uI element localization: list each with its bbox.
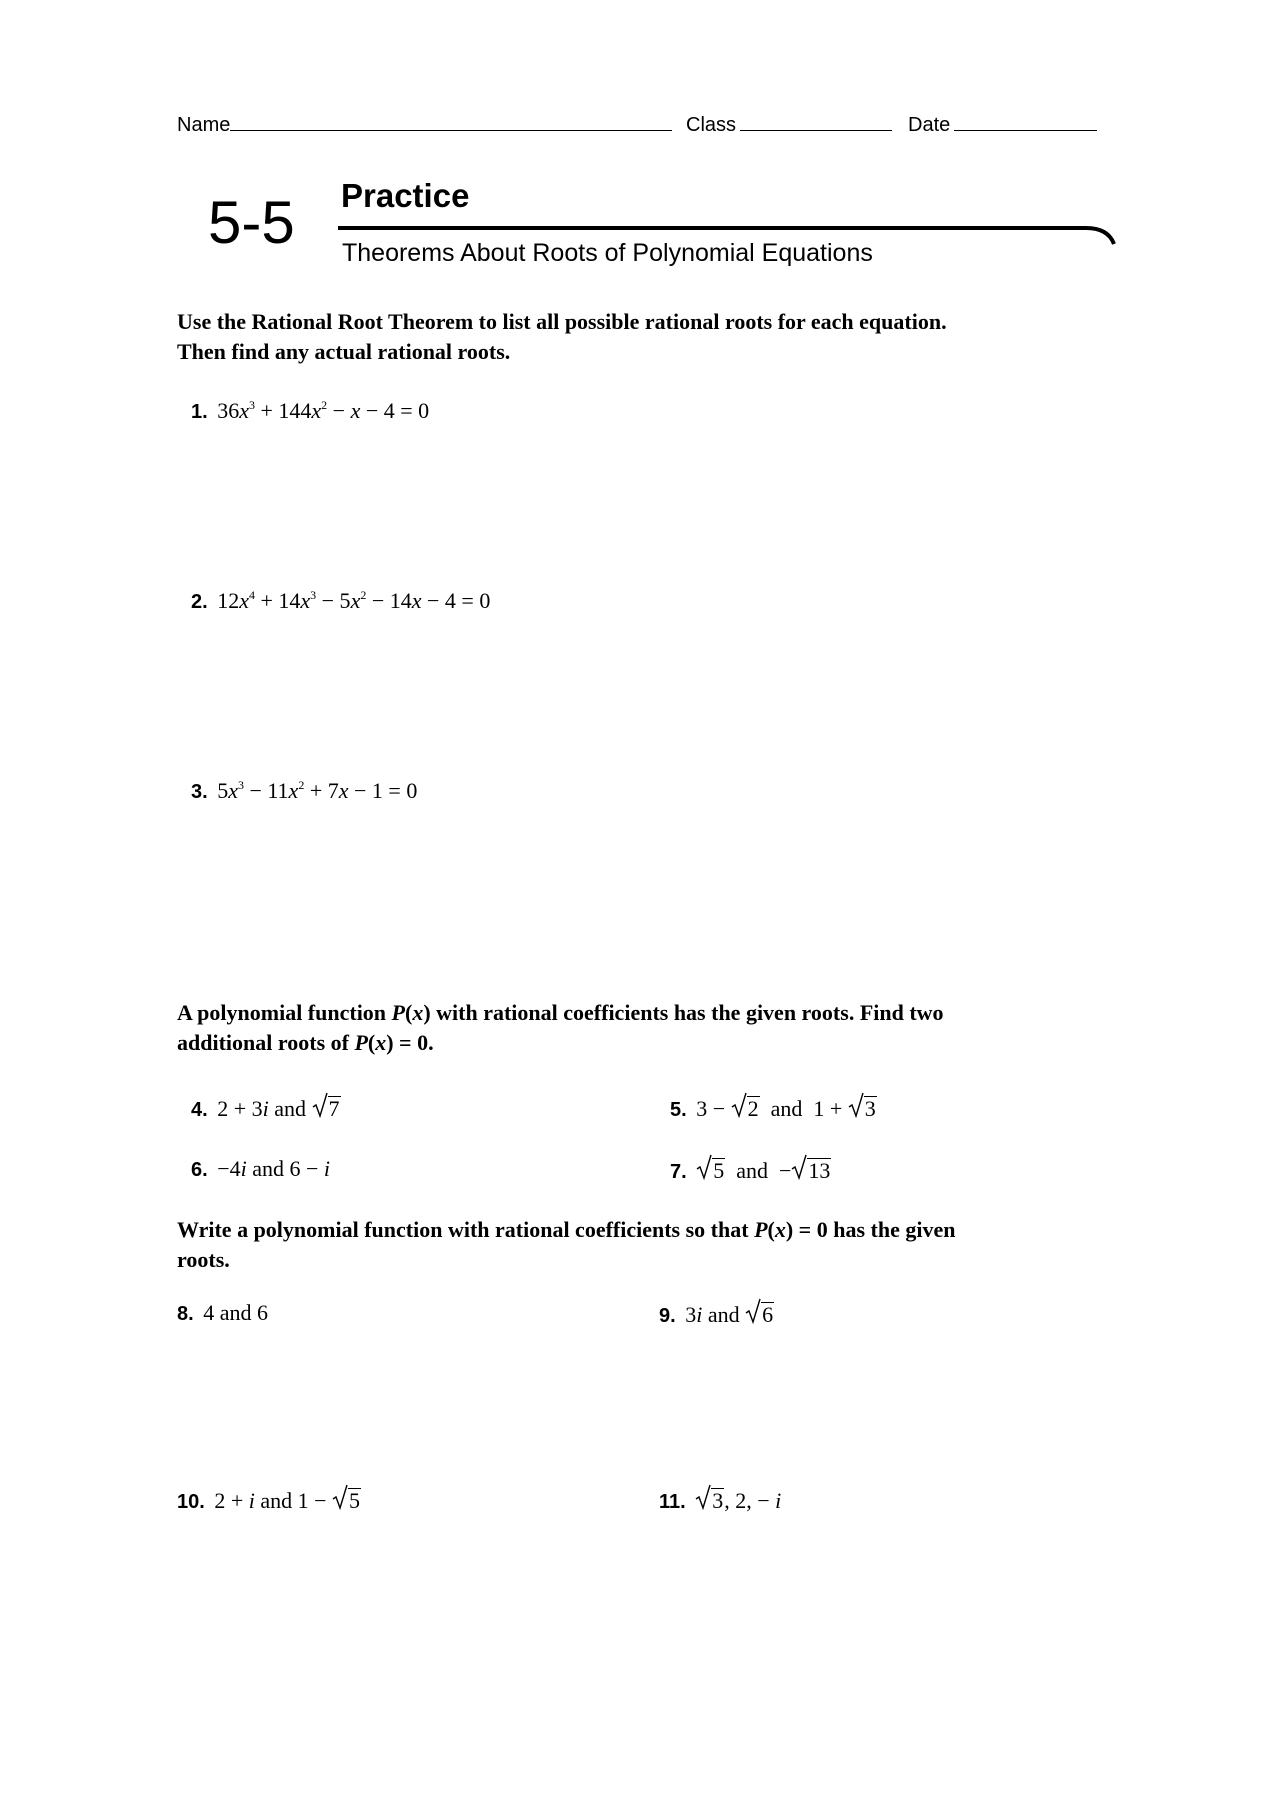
- section1-instructions: Use the Rational Root Theorem to list all possible rational roots for each equation. Then find any actual rational roots.: [177, 309, 947, 364]
- problem-11: [659, 1488, 781, 1512]
- problem-number: 1.: [191, 401, 208, 423]
- problem-6: [191, 1158, 330, 1180]
- problem-number: 9.: [659, 1305, 676, 1327]
- problem-number: 10.: [177, 1491, 205, 1513]
- problem-3: [191, 780, 417, 802]
- problem-number: 3.: [191, 781, 208, 803]
- radical: 3: [695, 1488, 724, 1512]
- problem-text: 4 and 6: [203, 1300, 268, 1325]
- problem-7: [670, 1158, 831, 1182]
- radical: 5: [332, 1488, 361, 1512]
- date-field: [908, 112, 1097, 137]
- name-blank: [230, 112, 672, 131]
- section2-instructions: A polynomial function P(x) with rational coefficients has the given roots. Find two additional roots of P(x) = 0.: [177, 1000, 944, 1055]
- problem-10: [177, 1488, 361, 1512]
- problem-text: $12x^4 + 14x^3 - 5x^2 - 14x - 4 = 0$: [217, 588, 491, 613]
- radical: 7: [312, 1096, 341, 1120]
- problem-number: 11.: [659, 1491, 686, 1513]
- problem-text: 3i and 6: [685, 1302, 774, 1327]
- problem-text: $36x^3 + 144x^2 - x - 4 = 0$: [217, 398, 430, 423]
- problem-9: [659, 1302, 774, 1326]
- problem-4: [191, 1096, 341, 1120]
- problem-number: 7.: [670, 1161, 687, 1183]
- class-field: [686, 112, 892, 137]
- radical: 13: [791, 1158, 831, 1182]
- problem-text: 2 + 3i and 7: [217, 1096, 340, 1121]
- section3-instructions: Write a polynomial function with rational coefficients so that P(x) = 0 has the given roots.: [177, 1217, 956, 1272]
- name-field: [177, 112, 672, 137]
- problem-5: [670, 1096, 877, 1120]
- problem-text: $5x^3 - 11x^2 + 7x - 1 = 0$: [217, 778, 418, 803]
- class-blank: [740, 112, 892, 131]
- problem-8: [177, 1302, 268, 1324]
- page-title: Practice: [341, 177, 470, 214]
- radical: 6: [745, 1302, 774, 1326]
- date-label: Date: [908, 114, 951, 136]
- lesson-number: 5-5: [208, 189, 295, 256]
- problem-text: −4i and 6 − i: [217, 1156, 331, 1181]
- problem-text: 2 + i and 1 − 5: [214, 1488, 361, 1513]
- problem-1: [191, 400, 429, 422]
- page-subtitle: Theorems About Roots of Polynomial Equations: [342, 239, 873, 267]
- problem-number: 5.: [670, 1099, 687, 1121]
- name-label: Name: [177, 114, 231, 136]
- problem-number: 2.: [191, 591, 208, 613]
- date-blank: [954, 112, 1097, 131]
- problem-text: 3 − 2 and 1 + 3: [696, 1096, 877, 1121]
- radical: 3: [848, 1096, 877, 1120]
- problem-text: 3, 2, − i: [695, 1488, 781, 1513]
- radical: 5: [696, 1158, 725, 1182]
- radical: 2: [731, 1096, 760, 1120]
- problem-number: 4.: [191, 1099, 208, 1121]
- problem-text: 5 and − 13: [696, 1158, 831, 1183]
- class-label: Class: [686, 114, 737, 136]
- problem-number: 8.: [177, 1303, 194, 1325]
- problem-2: [191, 590, 490, 612]
- problem-number: 6.: [191, 1159, 208, 1181]
